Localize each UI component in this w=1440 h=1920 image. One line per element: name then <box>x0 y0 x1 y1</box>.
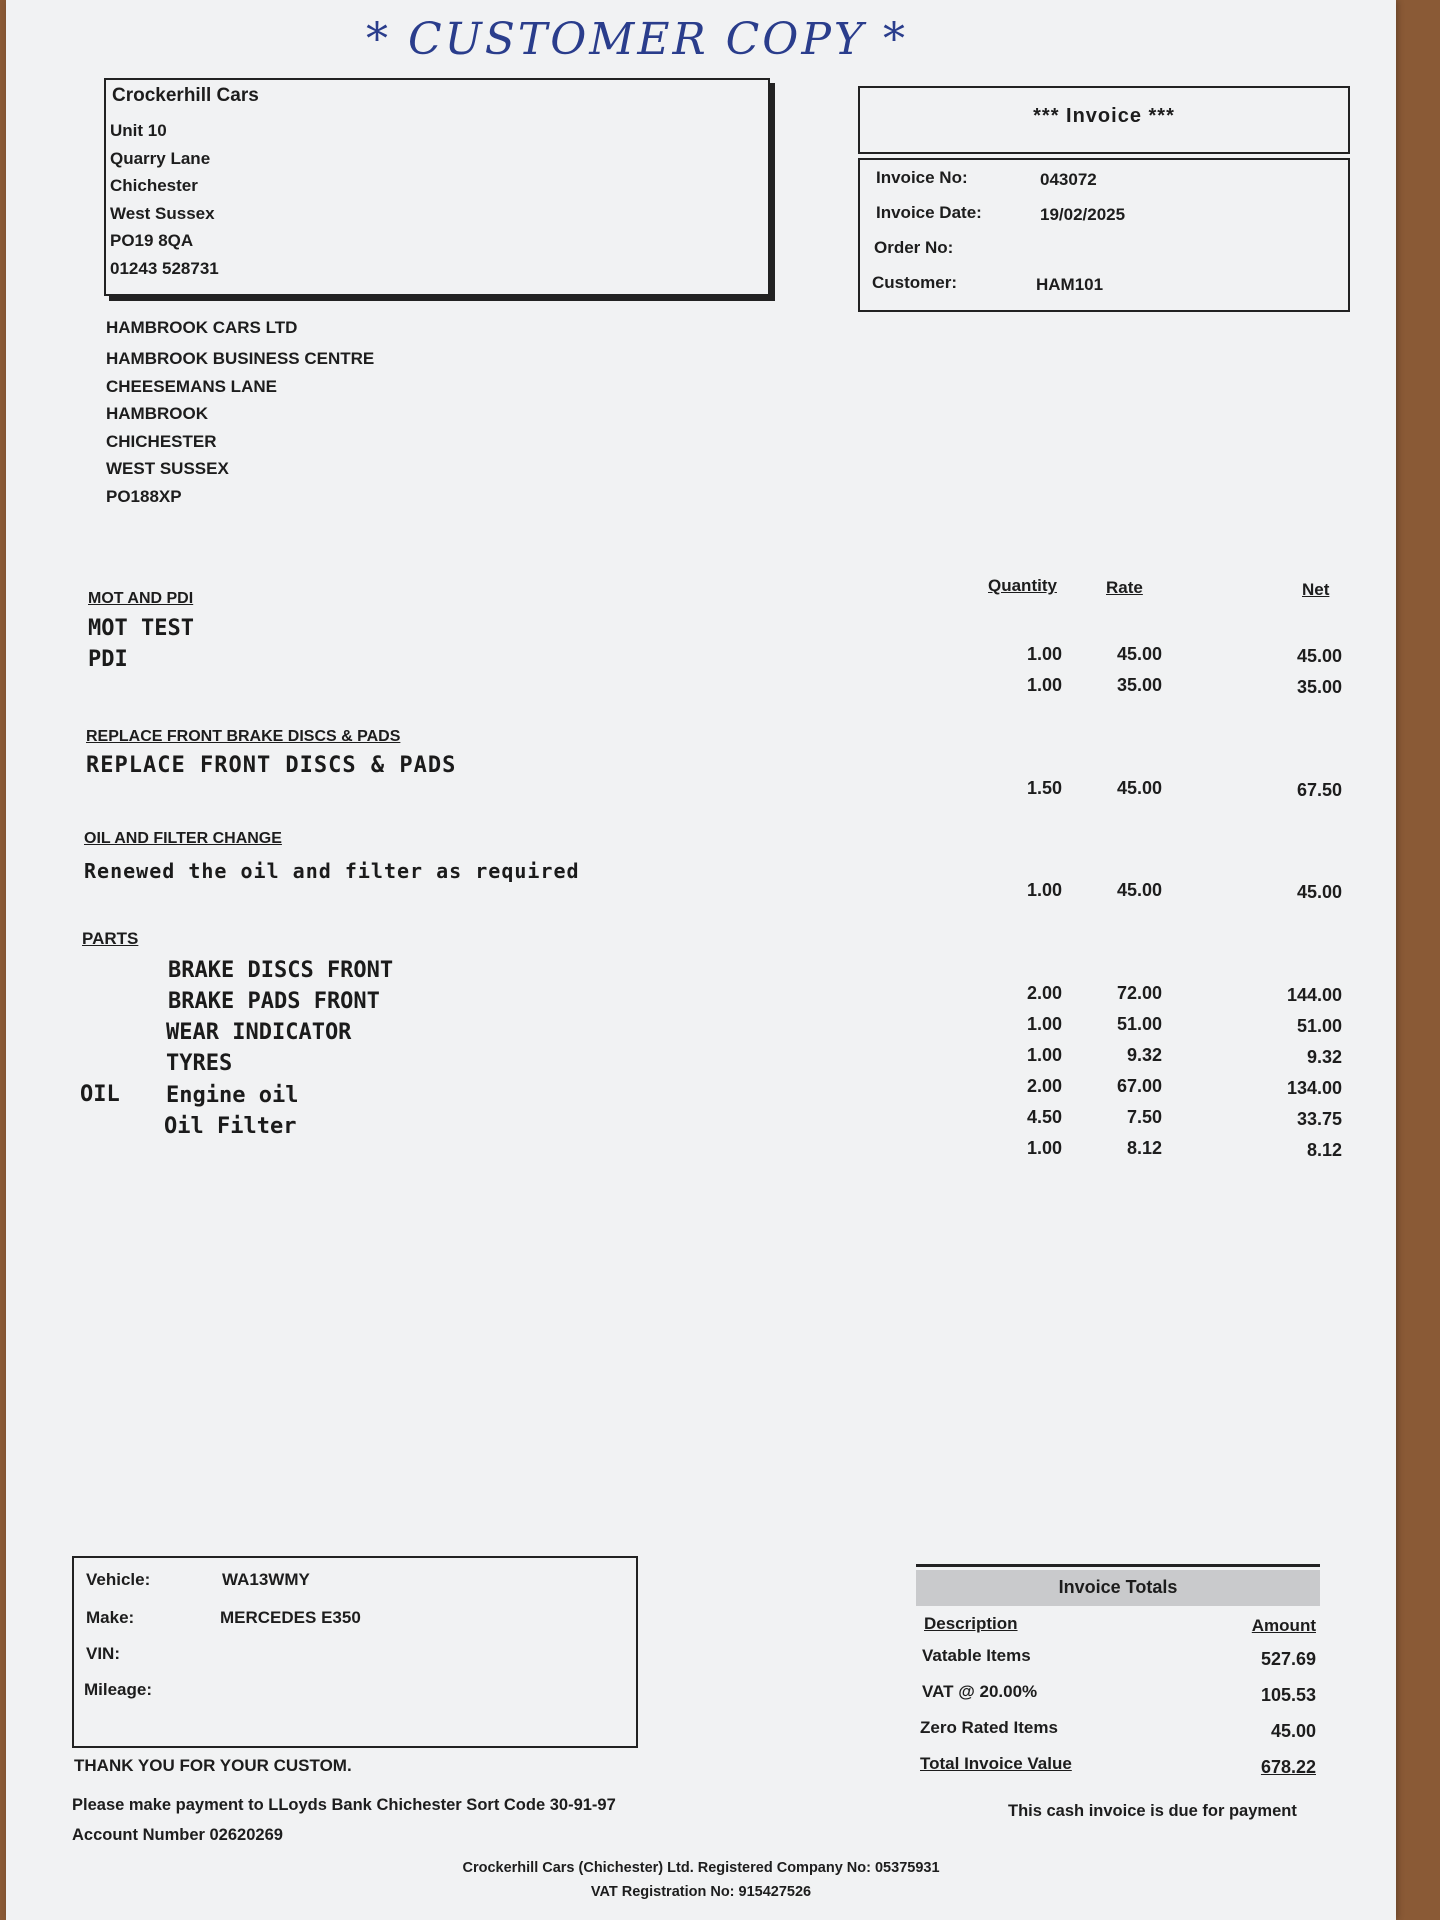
part-description: WEAR INDICATOR <box>166 1020 352 1045</box>
totals-title: Invoice Totals <box>1058 1577 1178 1597</box>
totals-rule <box>916 1564 1320 1567</box>
net-column-header: Net <box>1302 580 1330 599</box>
line-net: 33.75 <box>1296 1109 1342 1129</box>
cash-invoice-note: This cash invoice is due for payment <box>1008 1802 1297 1820</box>
order-number-label: Order No: <box>874 238 954 257</box>
customer-postcode: PO188XP <box>106 486 182 506</box>
quantity-column-header: Quantity <box>988 576 1057 595</box>
vehicle-mileage-label: Mileage: <box>84 1680 153 1699</box>
part-description: BRAKE PADS FRONT <box>168 989 380 1014</box>
totals-description-header: Description <box>924 1614 1018 1633</box>
item-description: MOT TEST <box>88 616 194 641</box>
totals-row-label: Zero Rated Items <box>920 1718 1058 1737</box>
part-description: BRAKE DISCS FRONT <box>168 958 394 983</box>
line-net: 8.12 <box>1306 1140 1342 1160</box>
totals-row-amount: 105.53 <box>1260 1685 1316 1705</box>
section-heading-oil: OIL AND FILTER CHANGE <box>84 830 282 847</box>
line-rate: 45.00 <box>1116 778 1162 798</box>
line-rate: 72.00 <box>1116 983 1162 1003</box>
invoice-number-value: 043072 <box>1040 170 1097 189</box>
line-quantity: 2.00 <box>1026 983 1062 1003</box>
payment-instructions: Please make payment to LLoyds Bank Chichester Sort Code 30-91-97 <box>72 1796 616 1814</box>
line-net: 35.00 <box>1296 677 1342 697</box>
vat-registration: VAT Registration No: 915427526 <box>590 1884 812 1900</box>
line-net: 67.50 <box>1296 780 1342 800</box>
totals-amount-header: Amount <box>1251 1616 1316 1635</box>
line-quantity: 1.50 <box>1026 778 1062 798</box>
invoice-date-value: 19/02/2025 <box>1040 205 1126 224</box>
item-description: Renewed the oil and filter as required <box>84 859 580 883</box>
invoice-number-label: Invoice No: <box>876 168 968 187</box>
line-net: 9.32 <box>1306 1047 1342 1067</box>
line-net: 134.00 <box>1286 1078 1342 1098</box>
supplier-phone: 01243 528731 <box>110 258 219 278</box>
line-net: 45.00 <box>1296 882 1342 902</box>
customer-address-line: HAMBROOK <box>106 404 208 423</box>
section-heading-mot: MOT AND PDI <box>88 590 194 607</box>
line-net: 45.00 <box>1296 646 1342 666</box>
line-rate: 8.12 <box>1126 1138 1162 1158</box>
total-invoice-label: Total Invoice Value <box>920 1754 1072 1773</box>
supplier-address-line: Unit 10 <box>110 121 167 140</box>
line-quantity: 1.00 <box>1026 1138 1062 1158</box>
invoice-title: *** Invoice *** <box>1033 105 1175 127</box>
part-prefix: OIL <box>80 1082 120 1107</box>
supplier-address-line: PO19 8QA <box>110 231 194 250</box>
customer-code-value: HAM101 <box>1036 275 1104 294</box>
invoice-title-box <box>858 86 1350 154</box>
part-description: Oil Filter <box>164 1114 297 1139</box>
line-rate: 51.00 <box>1116 1014 1162 1034</box>
vehicle-reg-value: WA13WMY <box>222 1570 310 1589</box>
vehicle-vin-label: VIN: <box>86 1644 120 1663</box>
supplier-name: Crockerhill Cars <box>112 85 259 106</box>
item-description: REPLACE FRONT DISCS & PADS <box>86 753 457 778</box>
customer-address <box>106 310 374 510</box>
totals-row-amount: 45.00 <box>1270 1721 1316 1741</box>
total-invoice-amount: 678.22 <box>1260 1757 1316 1777</box>
invoice-paper <box>6 0 1396 1920</box>
customer-address-line: WEST SUSSEX <box>106 459 229 478</box>
line-quantity: 4.50 <box>1026 1107 1062 1127</box>
line-quantity: 1.00 <box>1026 675 1062 695</box>
handwritten-customer-copy-note: * CUSTOMER COPY * <box>366 14 908 65</box>
line-net: 144.00 <box>1286 985 1342 1005</box>
rate-column-header: Rate <box>1106 578 1143 597</box>
line-quantity: 1.00 <box>1026 644 1062 664</box>
customer-name: HAMBROOK CARS LTD <box>106 318 298 337</box>
line-rate: 7.50 <box>1126 1107 1162 1127</box>
vehicle-reg-label: Vehicle: <box>86 1570 151 1589</box>
line-quantity: 1.00 <box>1026 880 1062 900</box>
supplier-address-line: Chichester <box>110 176 198 195</box>
line-rate: 35.00 <box>1116 675 1162 695</box>
company-registration: Crockerhill Cars (Chichester) Ltd. Registered Company No: 05375931 <box>462 1860 940 1876</box>
totals-row-label: Vatable Items <box>922 1646 1031 1665</box>
line-rate: 45.00 <box>1116 644 1162 664</box>
supplier-address <box>110 117 219 282</box>
line-net: 51.00 <box>1296 1016 1342 1036</box>
line-rate: 9.32 <box>1126 1045 1162 1065</box>
account-number: Account Number 02620269 <box>72 1826 283 1844</box>
thank-you-note: THANK YOU FOR YOUR CUSTOM. <box>74 1756 352 1775</box>
part-description: TYRES <box>166 1051 233 1076</box>
supplier-address-line: Quarry Lane <box>110 148 211 168</box>
supplier-address-line: West Sussex <box>110 203 215 223</box>
totals-title-bar <box>916 1570 1320 1606</box>
line-quantity: 1.00 <box>1026 1014 1062 1034</box>
invoice-details-box <box>858 158 1350 312</box>
totals-row-amount: 527.69 <box>1260 1649 1316 1669</box>
customer-address-line: CHICHESTER <box>106 431 217 451</box>
line-quantity: 1.00 <box>1026 1045 1062 1065</box>
totals-row-label: VAT @ 20.00% <box>922 1682 1038 1701</box>
customer-code-label: Customer: <box>872 273 958 292</box>
section-heading-brakes: REPLACE FRONT BRAKE DISCS & PADS <box>86 728 401 745</box>
customer-address-line: HAMBROOK BUSINESS CENTRE <box>106 349 375 368</box>
line-rate: 45.00 <box>1116 880 1162 900</box>
vehicle-make-label: Make: <box>86 1608 135 1627</box>
item-description: PDI <box>88 647 128 672</box>
part-description: Engine oil <box>166 1083 299 1108</box>
vehicle-box <box>72 1556 638 1748</box>
vehicle-make-value: MERCEDES E350 <box>220 1608 361 1627</box>
invoice-date-label: Invoice Date: <box>876 203 982 222</box>
line-rate: 67.00 <box>1116 1076 1162 1096</box>
section-heading-parts: PARTS <box>82 929 139 948</box>
line-quantity: 2.00 <box>1026 1076 1062 1096</box>
customer-address-line: CHEESEMANS LANE <box>106 376 277 396</box>
supplier-address-box <box>104 78 770 296</box>
